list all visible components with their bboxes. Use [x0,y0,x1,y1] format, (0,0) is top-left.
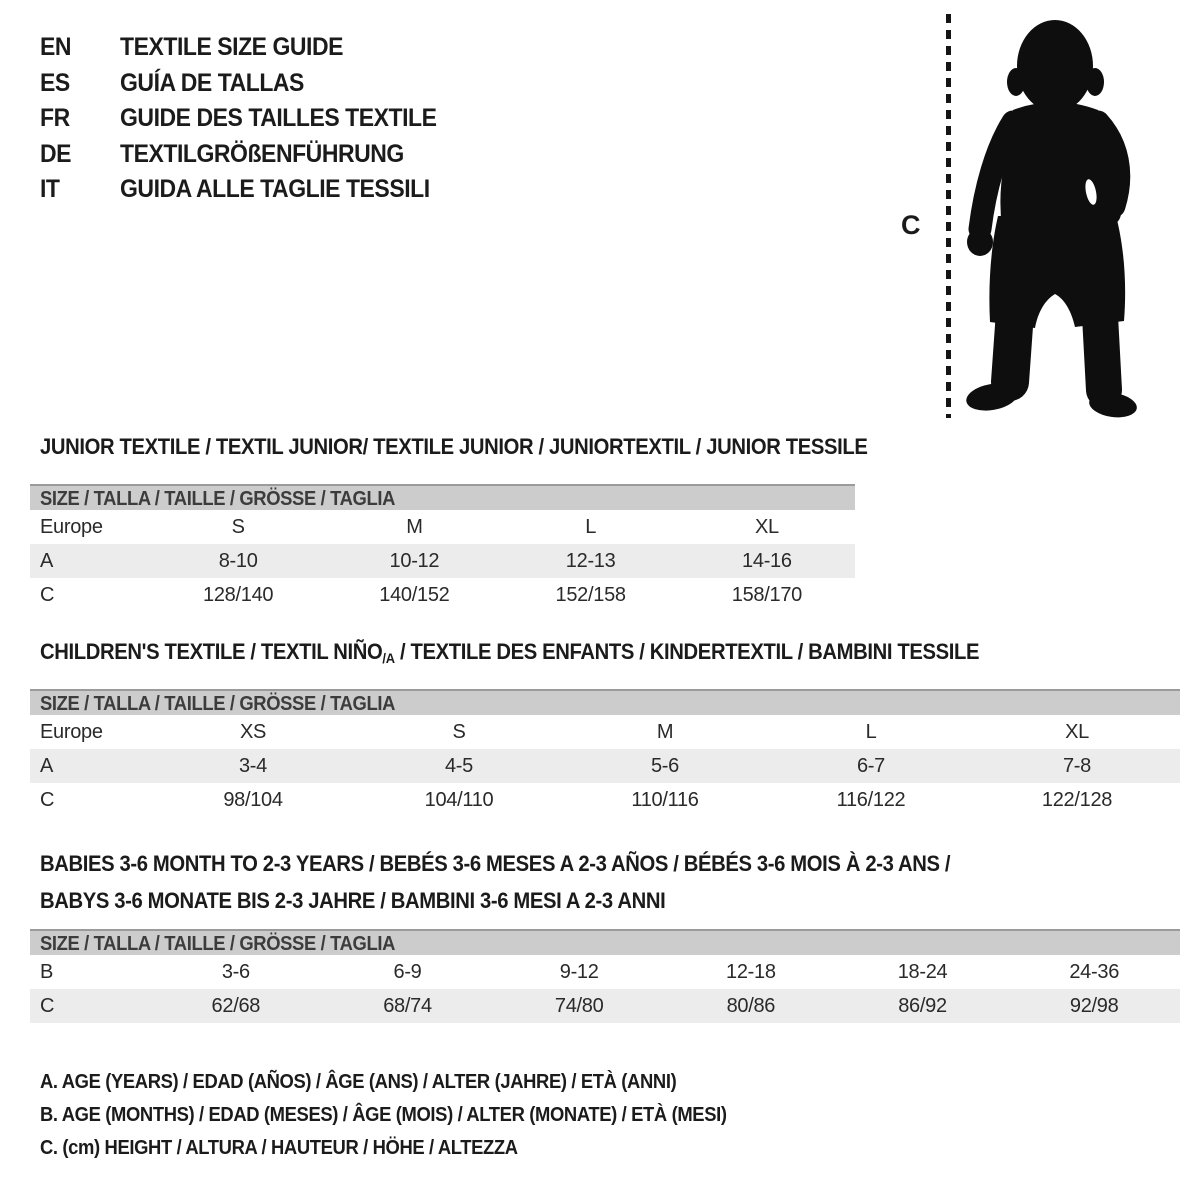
footnote-age-months [40,1099,786,1132]
guide-title-text: GUIDA ALLE TAGLIE TESSILI [120,175,430,204]
children-title-sub: /A [382,650,395,666]
age-cell: 8-10 [218,549,258,572]
babies-size-table [30,929,1180,1023]
height-measure-dashed-line [946,14,951,418]
guide-title-fr [120,104,464,133]
table-row-height-cm [30,783,1180,817]
guide-title-it [120,175,457,204]
height-cell: 92/98 [1069,994,1119,1017]
height-cell: 128/140 [203,583,274,606]
row-label: A [40,754,54,777]
language-code-text: ES [40,68,70,97]
age-cell: 14-16 [742,549,792,572]
footnote-text: C. (cm) HEIGHT / ALTURA / HAUTEUR / HÖHE / ALTEZZA [40,1137,518,1159]
guide-title-text: GUÍA DE TALLAS [120,68,304,97]
children-size-table [30,689,1180,817]
age-cell: 4-5 [444,754,473,777]
table-header-text: SIZE / TALLA / TAILLE / GRÖSSE / TAGLIA [40,488,396,510]
language-row-it [40,172,464,208]
table-row-height-cm [30,989,1180,1023]
size-cell: S [231,515,245,538]
babies-title-line1: BABIES 3-6 MONTH TO 2-3 YEARS / BEBÉS 3-6 MESES A 2-3 AÑOS / BÉBÉS 3-6 MOIS À 2-3 ANS / [40,851,951,876]
height-cell: 80/86 [726,994,776,1017]
row-label: C [40,583,55,606]
language-code-text: FR [40,104,70,133]
height-cell: 158/170 [731,583,802,606]
toddler-silhouette [958,14,1144,418]
height-cell: 110/116 [631,788,699,811]
height-cell: 116/122 [836,788,906,811]
babies-title-line2: BABYS 3-6 MONATE BIS 2-3 JAHRE / BAMBINI 3-6 MESI A 2-3 ANNI [40,888,666,913]
table-row-height-cm [30,578,855,612]
section-title-junior-text: JUNIOR TEXTILE / TEXTIL JUNIOR/ TEXTILE JUNIOR / JUNIORTEXTIL / JUNIOR TESSILE [40,434,868,459]
table-row-age-months [30,955,1180,989]
language-title-block [40,30,464,208]
height-cell: 62/68 [211,994,261,1017]
section-title-junior [40,434,939,460]
guide-title-de [120,140,429,169]
language-code [40,140,120,169]
age-cell: 9-12 [559,960,599,983]
section-title-children-text [40,639,979,666]
age-cell: 3-4 [238,754,267,777]
guide-title-text: TEXTILGRÖßENFÜHRUNG [120,139,404,168]
language-code-text: DE [40,139,72,168]
age-cell: 6-9 [393,960,422,983]
age-cell: 3-6 [221,960,250,983]
height-measure-label: C [901,210,921,240]
height-cell: 104/110 [424,788,494,811]
language-row-fr [40,101,464,137]
language-code-text: EN [40,33,72,62]
language-code [40,69,120,98]
language-code [40,104,120,133]
row-label: Europe [40,720,103,743]
size-cell: XS [239,720,267,743]
table-row-age-years [30,544,855,578]
guide-title-en [120,33,362,62]
row-label: C [40,994,55,1017]
size-cell: XL [1065,720,1089,743]
age-cell: 18-24 [897,960,948,983]
size-cell: L [865,720,877,743]
age-cell: 12-18 [726,960,776,983]
size-cell: M [656,720,674,743]
table-header-bar [30,484,855,510]
age-cell: 10-12 [389,549,440,572]
size-cell: M [406,515,423,538]
height-cell: 68/74 [383,994,432,1017]
language-row-es [40,66,464,102]
language-code [40,33,120,62]
children-title-pre: CHILDREN'S TEXTILE / TEXTIL NIÑO [40,639,383,664]
table-header-bar [30,929,1180,955]
guide-title-es [120,69,320,98]
table-header-bar [30,689,1180,715]
size-cell: XL [754,515,779,538]
table-row-age-years [30,749,1180,783]
footnote-age-years [40,1066,786,1099]
age-cell: 5-6 [650,754,679,777]
age-cell: 24-36 [1069,960,1120,983]
table-header-text: SIZE / TALLA / TAILLE / GRÖSSE / TAGLIA [40,933,396,955]
language-row-de [40,137,464,173]
section-title-children [40,639,1061,666]
footnotes-block [40,1066,786,1165]
height-cell: 98/104 [223,788,283,811]
table-row-europe [30,715,1180,749]
age-cell: 12-13 [565,549,616,572]
language-code [40,175,120,204]
table-header-text: SIZE / TALLA / TAILLE / GRÖSSE / TAGLIA [40,693,396,715]
language-code-text: IT [40,175,60,204]
row-label: C [40,788,55,811]
language-row-en [40,30,464,66]
section-title-babies [40,845,1029,919]
height-cell: 152/158 [555,583,626,606]
height-cell: 86/92 [898,994,947,1017]
table-row-europe [30,510,855,544]
guide-title-text: TEXTILE SIZE GUIDE [120,33,344,62]
row-label: Europe [40,515,103,538]
size-cell: L [585,515,597,538]
height-cell: 74/80 [554,994,604,1017]
row-label: B [40,960,54,983]
row-label: A [40,549,54,572]
age-cell: 7-8 [1062,754,1091,777]
guide-title-text: GUIDE DES TAILLES TEXTILE [120,104,437,133]
footnote-text: A. AGE (YEARS) / EDAD (AÑOS) / ÂGE (ANS) / ALTER (JAHRE) / ETÀ (ANNI) [40,1071,677,1093]
age-cell: 6-7 [856,754,885,777]
footnote-text: B. AGE (MONTHS) / EDAD (MESES) / ÂGE (MOIS) / ALTER (MONATE) / ETÀ (MESI) [40,1104,727,1126]
height-cell: 122/128 [1041,788,1113,811]
height-cell: 140/152 [379,583,450,606]
footnote-height-cm [40,1132,786,1165]
junior-size-table [30,484,855,612]
size-cell: S [452,720,466,743]
children-title-post: / TEXTILE DES ENFANTS / KINDERTEXTIL / BAMBINI TESSILE [394,639,980,664]
